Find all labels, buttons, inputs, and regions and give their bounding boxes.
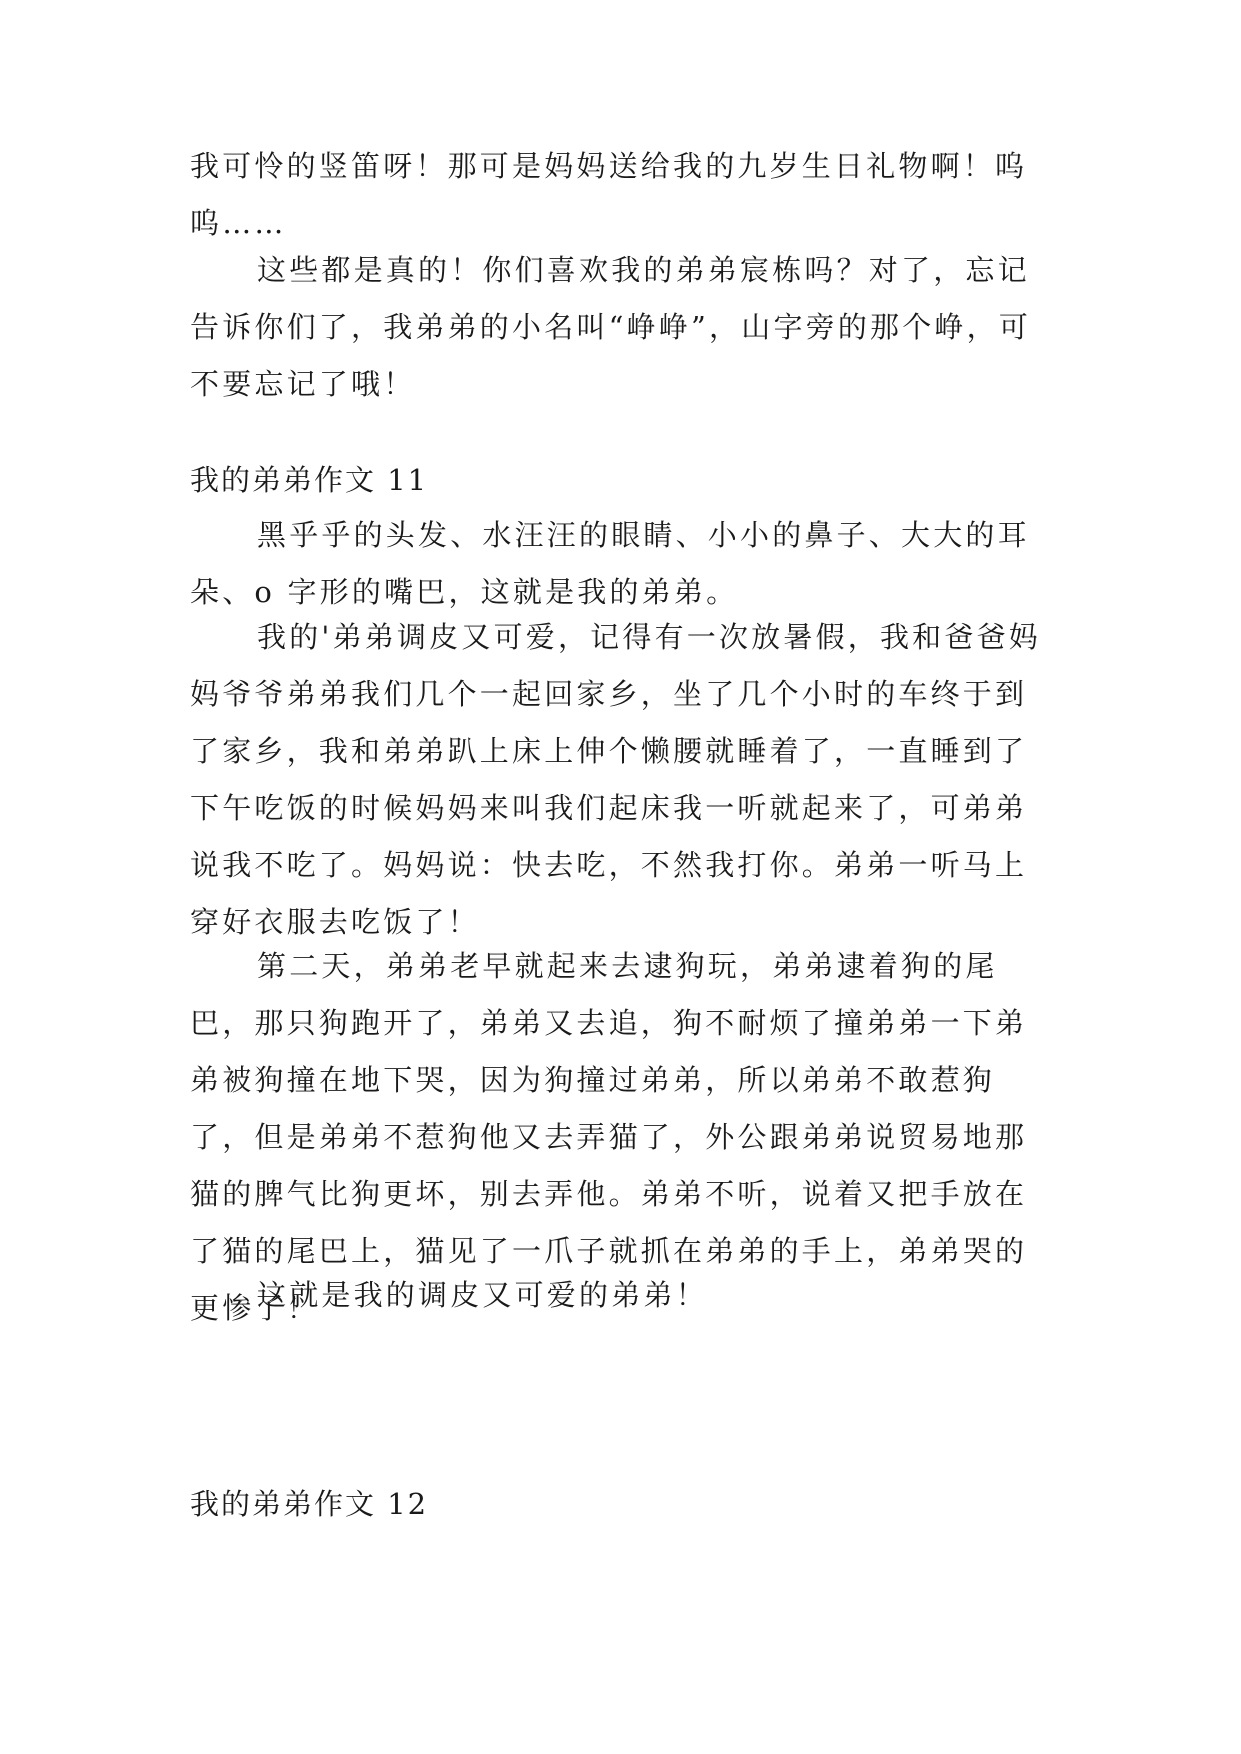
essay-11-paragraph-1: 黑乎乎的头发、水汪汪的眼睛、小小的鼻子、大大的耳朵、o 字形的嘴巴，这就是我的弟弟。 <box>190 518 1030 609</box>
essay-11-paragraph-2: 我的'弟弟调皮又可爱，记得有一次放暑假，我和爸爸妈妈爷爷弟弟我们几个一起回家乡，坐了几个小时的车终于到了家乡，我和弟弟趴上床上伸个懒腰就睡着了，一直睡到了下午吃饭的时候妈妈来叫我们起床我一听就起来了，可弟弟说我不吃了。妈妈说：快去吃，不然我打你。弟弟一听马上穿好衣服去吃饭了！ <box>190 620 1041 939</box>
essay-11-paragraph-3: 第二天，弟弟老早就起来去逮狗玩，弟弟逮着狗的尾巴，那只狗跑开了，弟弟又去追，狗不耐烦了撞弟弟一下弟弟被狗撞在地下哭，因为狗撞过弟弟，所以弟弟不敢惹狗了，但是弟弟不惹狗他又去弄猫了，外公跟弟弟说贸易地那猫的脾气比狗更坏，别去弄他。弟弟不听，说着又把手放在了猫的尾巴上，猫见了一爪子就抓在弟弟的手上，弟弟哭的更惨了！ <box>190 949 1028 1325</box>
essay-11-heading: 我的弟弟作文 11 <box>190 463 429 497</box>
essay-12-heading: 我的弟弟作文 12 <box>190 1487 429 1521</box>
intro-paragraph: 这些都是真的！你们喜欢我的弟弟宸栋吗？对了，忘记告诉你们了，我弟弟的小名叫“峥峥”，山字旁的那个峥，可不要忘记了哦！ <box>190 253 1032 401</box>
essay-11-paragraph-4: 这就是我的调皮又可爱的弟弟！ <box>257 1278 708 1312</box>
continuation-paragraph: 我可怜的竖笛呀！那可是妈妈送给我的九岁生日礼物啊！呜呜…… <box>190 149 1028 240</box>
